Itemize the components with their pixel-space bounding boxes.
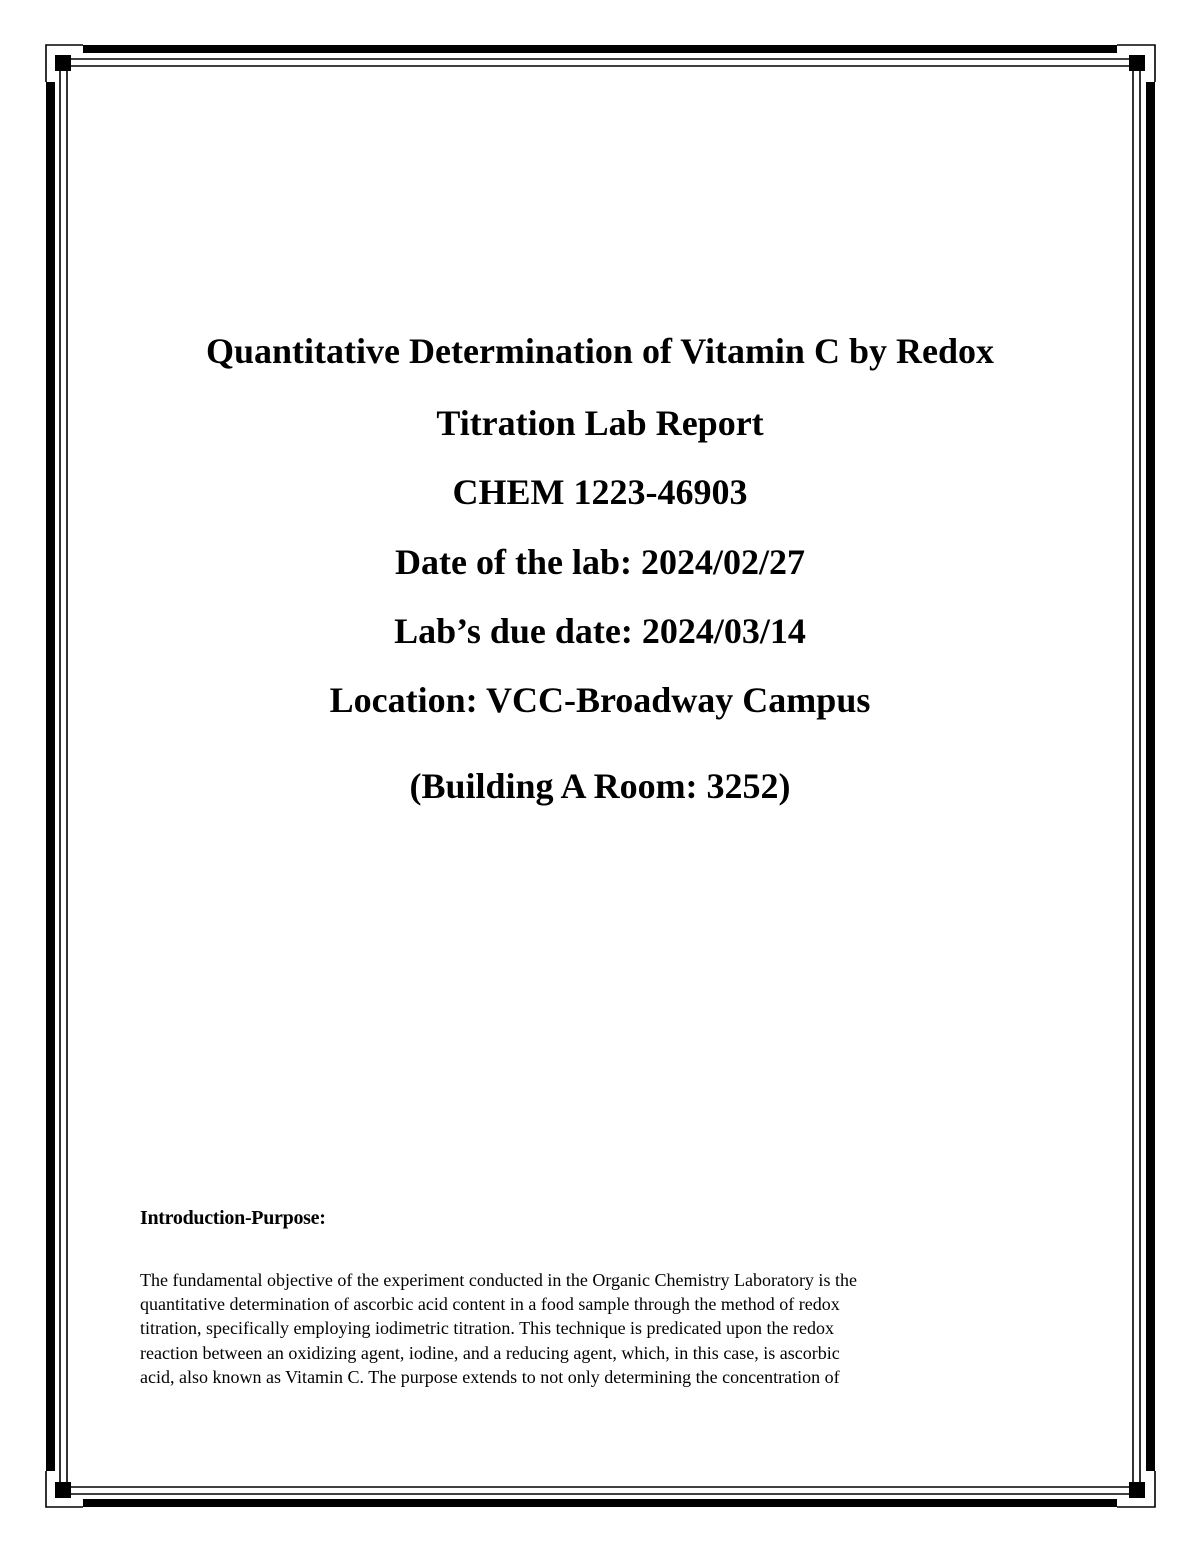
introduction-paragraph	[140, 1268, 1060, 1389]
paragraph-line: The fundamental objective of the experiment conducted in the Organic Chemistry Laboratory is the	[140, 1270, 857, 1290]
paragraph-line: titration, specifically employing iodimetric titration. This technique is predicated upon the redox	[140, 1318, 834, 1339]
paragraph-line: quantitative determination of ascorbic acid content in a food sample through the method of redox	[140, 1294, 840, 1315]
paragraph-line: acid, also known as Vitamin C. The purpose extends to not only determining the concentration of	[140, 1366, 840, 1387]
due-date: Lab’s due date: 2024/03/14	[394, 611, 806, 651]
report-title-line-1: Quantitative Determination of Vitamin C by Redox	[206, 331, 994, 371]
room: (Building A Room: 3252)	[409, 766, 791, 806]
introduction-heading: Introduction-Purpose:	[140, 1207, 326, 1229]
lab-date: Date of the lab: 2024/02/27	[395, 542, 805, 582]
report-title-line-2: Titration Lab Report	[436, 403, 764, 443]
location: Location: VCC-Broadway Campus	[329, 680, 871, 720]
course-code: CHEM 1223-46903	[452, 472, 748, 512]
paragraph-line: reaction between an oxidizing agent, iodine, and a reducing agent, which, in this case, is ascorbic	[140, 1342, 840, 1363]
